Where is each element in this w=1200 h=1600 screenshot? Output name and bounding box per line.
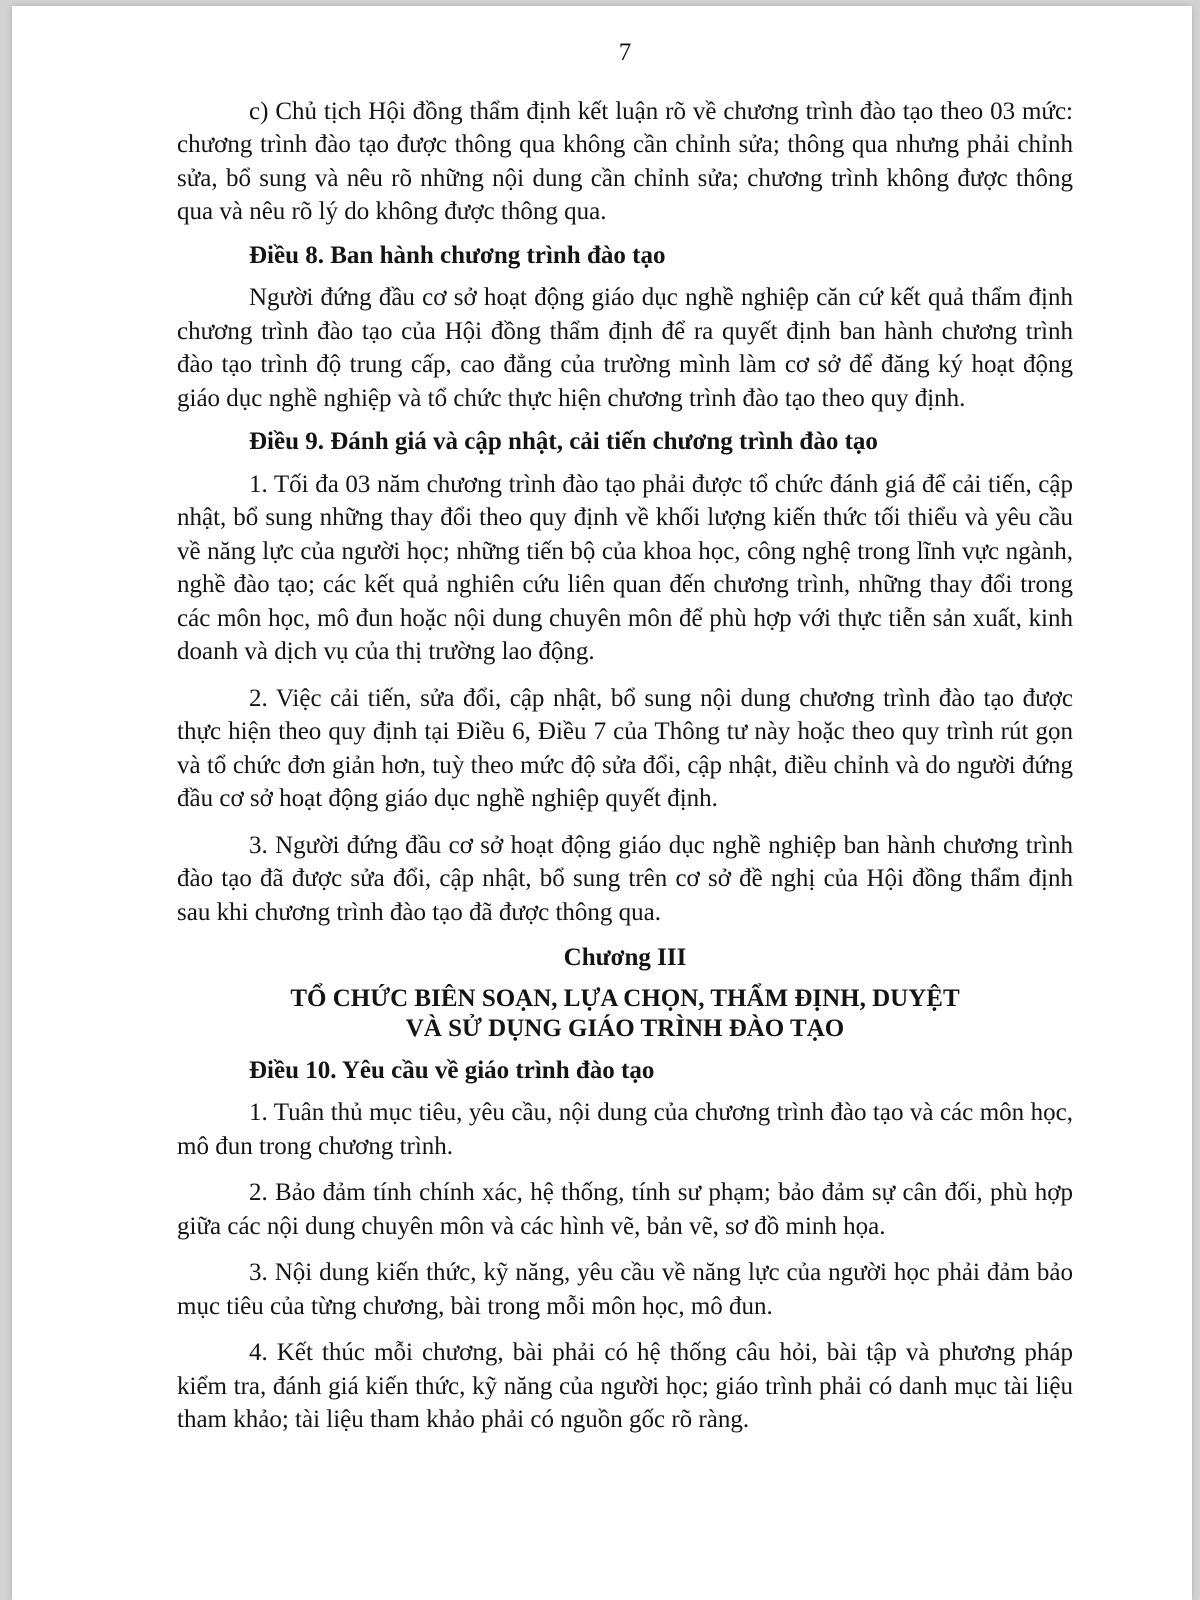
page-content <box>177 36 1073 1437</box>
article-8-paragraph: Người đứng đầu cơ sở hoạt động giáo dục nghề nghiệp căn cứ kết quả thẩm định chương trình đào tạo của Hội đồng thẩm định để ra quyết định ban hành chương trình đào tạo trình độ trung cấp, cao đẳng của trường mình làm cơ sở để đăng ký hoạt động giáo dục nghề nghiệp và tổ chức thực hiện chương trình đào tạo theo quy định. <box>177 284 1073 412</box>
article-10-heading: Điều 10. Yêu cầu về giáo trình đào tạo <box>249 1056 655 1084</box>
chapter-title-line-1: TỔ CHỨC BIÊN SOẠN, LỰA CHỌN, THẨM ĐỊNH, DUYỆT <box>290 984 960 1012</box>
paragraph-c: c) Chủ tịch Hội đồng thẩm định kết luận rõ về chương trình đào tạo theo 03 mức: chương trình đào tạo được thông qua không cần chỉnh sửa; thông qua nhưng phải chỉnh sửa, bổ sung và nêu rõ những nội dung cần chỉnh sửa; chương trình không được thông qua và nêu rõ lý do không được thông qua. <box>177 97 1073 225</box>
article-8-heading: Điều 8. Ban hành chương trình đào tạo <box>249 241 666 269</box>
chapter-label: Chương III <box>563 944 687 971</box>
article-10-clause-2: 2. Bảo đảm tính chính xác, hệ thống, tính sư phạm; bảo đảm sự cân đối, phù hợp giữa các nội dung chuyên môn và các hình vẽ, bản vẽ, sơ đồ minh họa. <box>177 1179 1073 1240</box>
chapter-title <box>177 984 1073 1044</box>
article-9-clause-2: 2. Việc cải tiến, sửa đổi, cập nhật, bổ sung nội dung chương trình đào tạo được thực hiện theo quy định tại Điều 6, Điều 7 của Thông tư này hoặc theo quy trình rút gọn và tổ chức đơn giản hơn, tuỳ theo mức độ sửa đổi, cập nhật, điều chỉnh và do người đứng đầu cơ sở hoạt động giáo dục nghề nghiệp quyết định. <box>177 684 1073 812</box>
article-9-clause-1: 1. Tối đa 03 năm chương trình đào tạo phải được tổ chức đánh giá để cải tiến, cập nhật, bổ sung những thay đổi theo quy định về khối lượng kiến thức tối thiểu và yêu cầu về năng lực của người học; những tiến bộ của khoa học, công nghệ trong lĩnh vực ngành, nghề đào tạo; các kết quả nghiên cứu liên quan đến chương trình, những thay đổi trong các môn học, mô đun hoặc nội dung chuyên môn để phù hợp với thực tiễn sản xuất, kinh doanh và dịch vụ của thị trường lao động. <box>177 470 1073 665</box>
article-10-clause-1: 1. Tuân thủ mục tiêu, yêu cầu, nội dung của chương trình đào tạo và các môn học, mô đun trong chương trình. <box>177 1099 1073 1160</box>
chapter-title-line-2: VÀ SỬ DỤNG GIÁO TRÌNH ĐÀO TẠO <box>405 1014 845 1042</box>
document-page <box>12 6 1192 1600</box>
article-10-clause-4: 4. Kết thúc mỗi chương, bài phải có hệ thống câu hỏi, bài tập và phương pháp kiểm tra, đánh giá kiến thức, kỹ năng của người học; giáo trình phải có danh mục tài liệu tham khảo; tài liệu tham khảo phải có nguồn gốc rõ ràng. <box>177 1339 1073 1433</box>
article-9-heading: Điều 9. Đánh giá và cập nhật, cải tiến chương trình đào tạo <box>249 428 878 455</box>
article-9-clause-3: 3. Người đứng đầu cơ sở hoạt động giáo dục nghề nghiệp ban hành chương trình đào tạo đã được sửa đổi, cập nhật, bổ sung trên cơ sở đề nghị của Hội đồng thẩm định sau khi chương trình đào tạo đã được thông qua. <box>177 831 1073 926</box>
article-10-clause-3: 3. Nội dung kiến thức, kỹ năng, yêu cầu về năng lực của người học phải đảm bảo mục tiêu của từng chương, bài trong mỗi môn học, mô đun. <box>177 1259 1073 1320</box>
page-number: 7 <box>618 39 632 66</box>
